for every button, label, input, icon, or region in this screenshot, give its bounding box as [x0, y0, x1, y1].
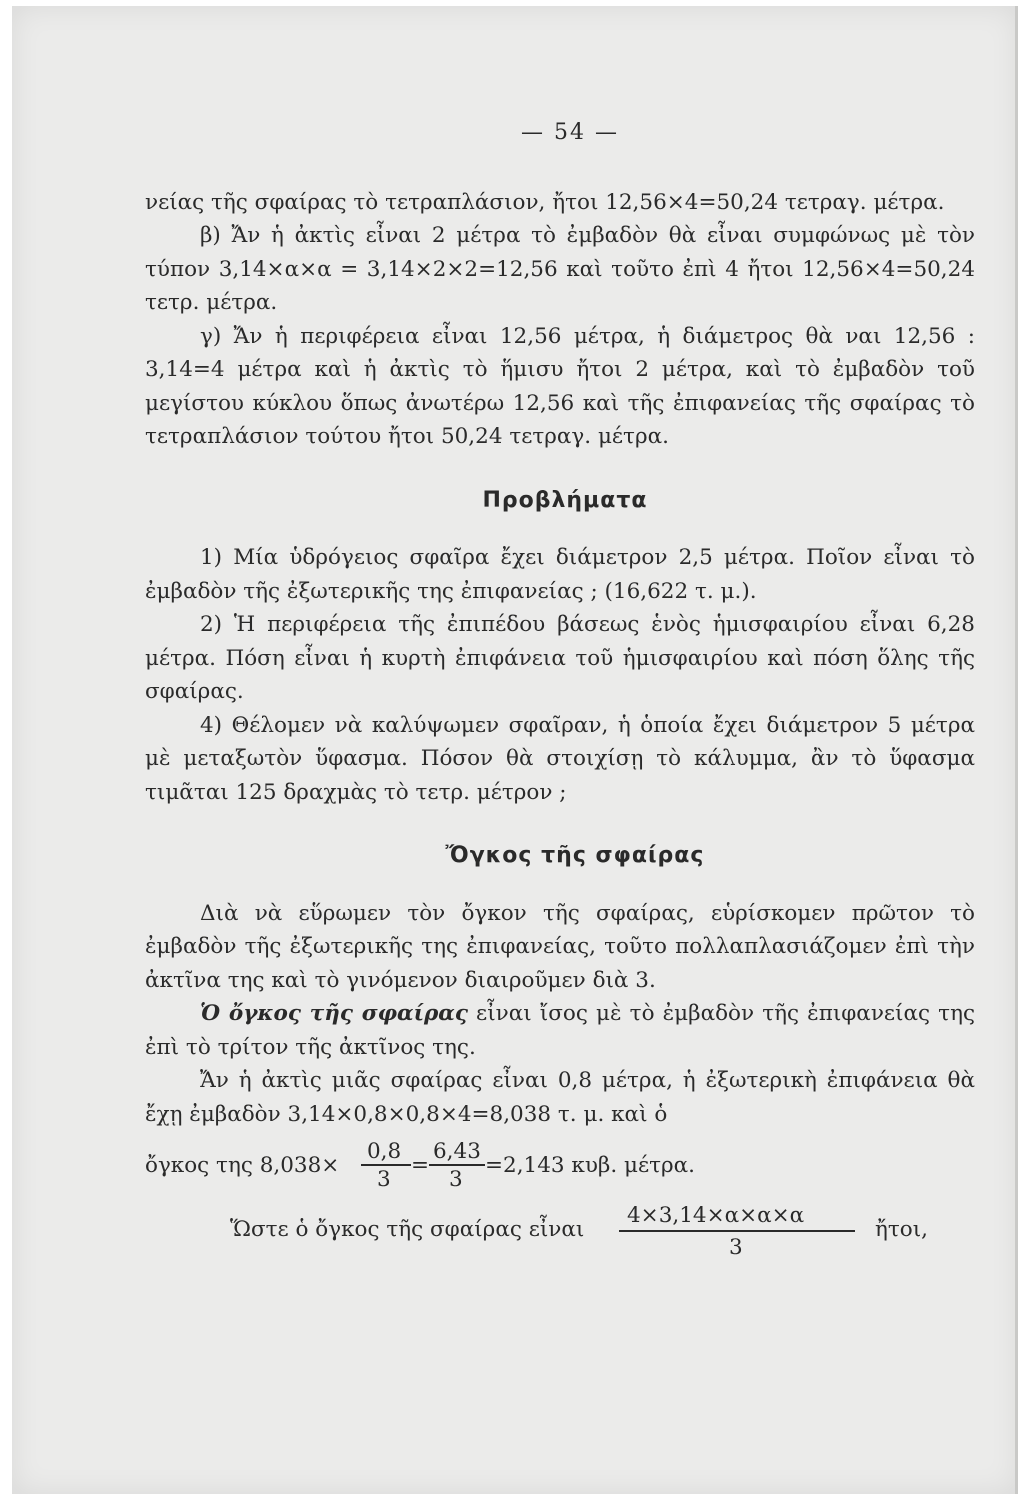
page-content	[145, 116, 975, 1261]
intro-paragraph-1: νείας τῆς σφαίρας τὸ τετραπλάσιον, ἤτοι 12,56×4=50,24 τετραγ. μέτρα.	[145, 189, 945, 215]
calc-prefix: ὄγκος της 8,038×	[145, 1153, 340, 1178]
frac2-denominator: 3	[449, 1167, 463, 1192]
volume-heading: Ὄγκος τῆς σφαίρας	[445, 843, 705, 868]
frac1-denominator: 3	[377, 1167, 391, 1192]
intro-paragraph-3: γ) Ἄν ἡ περιφέρεια εἶναι 12,56 μέτρα, ἡ διάμετρος θὰ ναι 12,56 : 3,14=4 μέτρα καὶ ἡ ἀκτὶς τὸ ἥμισυ ἤτοι 2 μέτρα, καὶ τὸ ἐμβαδὸν τοῦ μεγίστου κύκλου ὅπως ἀνωτέρω 12,56 καὶ τῆς ἐπιφανείας τῆς σφαίρας τὸ τετραπλάσιον τούτου ἤτοι 50,24 τετραγ. μέτρα.	[145, 323, 975, 449]
problem-1: 1) Μία ὑδρόγειος σφαῖρα ἔχει διάμετρον 2,5 μέτρα. Ποῖον εἶναι τὸ ἐμβαδὸν τῆς ἐξωτερικῆς της ἐπιφανείας ; (16,622 τ. μ.).	[145, 545, 975, 604]
formula-suffix: ἤτοι,	[875, 1217, 928, 1242]
formula-prefix: Ὥστε ὁ ὄγκος τῆς σφαίρας εἶναι	[230, 1217, 585, 1242]
frac2-numerator: 6,43	[433, 1139, 481, 1164]
volume-formula	[145, 1201, 975, 1261]
page-edge	[1015, 6, 1018, 1494]
volume-calculation	[145, 1137, 975, 1192]
intro-paragraph-2: β) Ἄν ἡ ἀκτὶς εἶναι 2 μέτρα τὸ ἐμβαδὸν θὰ εἶναι συμφώνως μὲ τὸν τύπον 3,14×α×α = 3,14×2×2=12,56 καὶ τοῦτο ἐπὶ 4 ἤτοι 12,56×4=50,24 τετρ. μέτρα.	[145, 223, 975, 315]
volume-paragraph-1: Διὰ νὰ εὕρωμεν τὸν ὄγκον τῆς σφαίρας, εὑρίσκομεν πρῶτον τὸ ἐμβαδὸν τῆς ἐξωτερικῆς της ἐπιφανείας, τοῦτο πολλαπλασιάζομεν ἐπὶ τὴν ἀκτῖνα της καὶ τὸ γινόμενον διαιροῦμεν διὰ 3.	[145, 900, 975, 993]
volume-rule	[145, 997, 975, 1064]
frac1-numerator: 0,8	[367, 1139, 402, 1164]
formula-denominator: 3	[729, 1235, 743, 1260]
calc-result: =2,143 κυβ. μέτρα.	[485, 1153, 696, 1178]
book-page	[12, 6, 1018, 1494]
calc-equals: =	[411, 1153, 430, 1178]
formula-numerator: 4×3,14×α×α×α	[627, 1203, 805, 1228]
problems-heading: Προβλήματα	[482, 487, 648, 513]
volume-example: Ἄν ἡ ἀκτὶς μιᾶς σφαίρας εἶναι 0,8 μέτρα, ἡ ἐξωτερικὴ ἐπιφάνεια θὰ ἔχῃ ἐμβαδὸν 3,14×0,8×0,8×4=8,038 τ. μ. καὶ ὁ	[145, 1068, 975, 1127]
volume-rule-text: εἶναι ἴσος μὲ τὸ ἐμβαδὸν τῆς ἐπιφανείας της ἐπὶ τὸ τρίτον τῆς ἀκτῖνος της.	[145, 1001, 975, 1060]
problem-2: 2) Ἡ περιφέρεια τῆς ἐπιπέδου βάσεως ἑνὸς ἡμισφαιρίου εἶναι 6,28 μέτρα. Πόση εἶναι ἡ κυρτὴ ἐπιφάνεια τοῦ ἡμισφαιρίου καὶ πόση ὅλης τῆς σφαίρας.	[145, 612, 975, 704]
page-number: — 54 —	[521, 120, 619, 145]
problem-4: 4) Θέλομεν νὰ καλύψωμεν σφαῖραν, ἡ ὁποία ἔχει διάμετρον 5 μέτρα μὲ μεταξωτὸν ὕφασμα. Πόσον θὰ στοιχίσῃ τὸ κάλυμμα, ἂν τὸ ὕφασμα τιμᾶται 125 δραχμὰς τὸ τετρ. μέτρον ;	[145, 712, 975, 805]
volume-rule-emphasis: Ὁ ὄγκος τῆς σφαίρας	[200, 1001, 468, 1026]
